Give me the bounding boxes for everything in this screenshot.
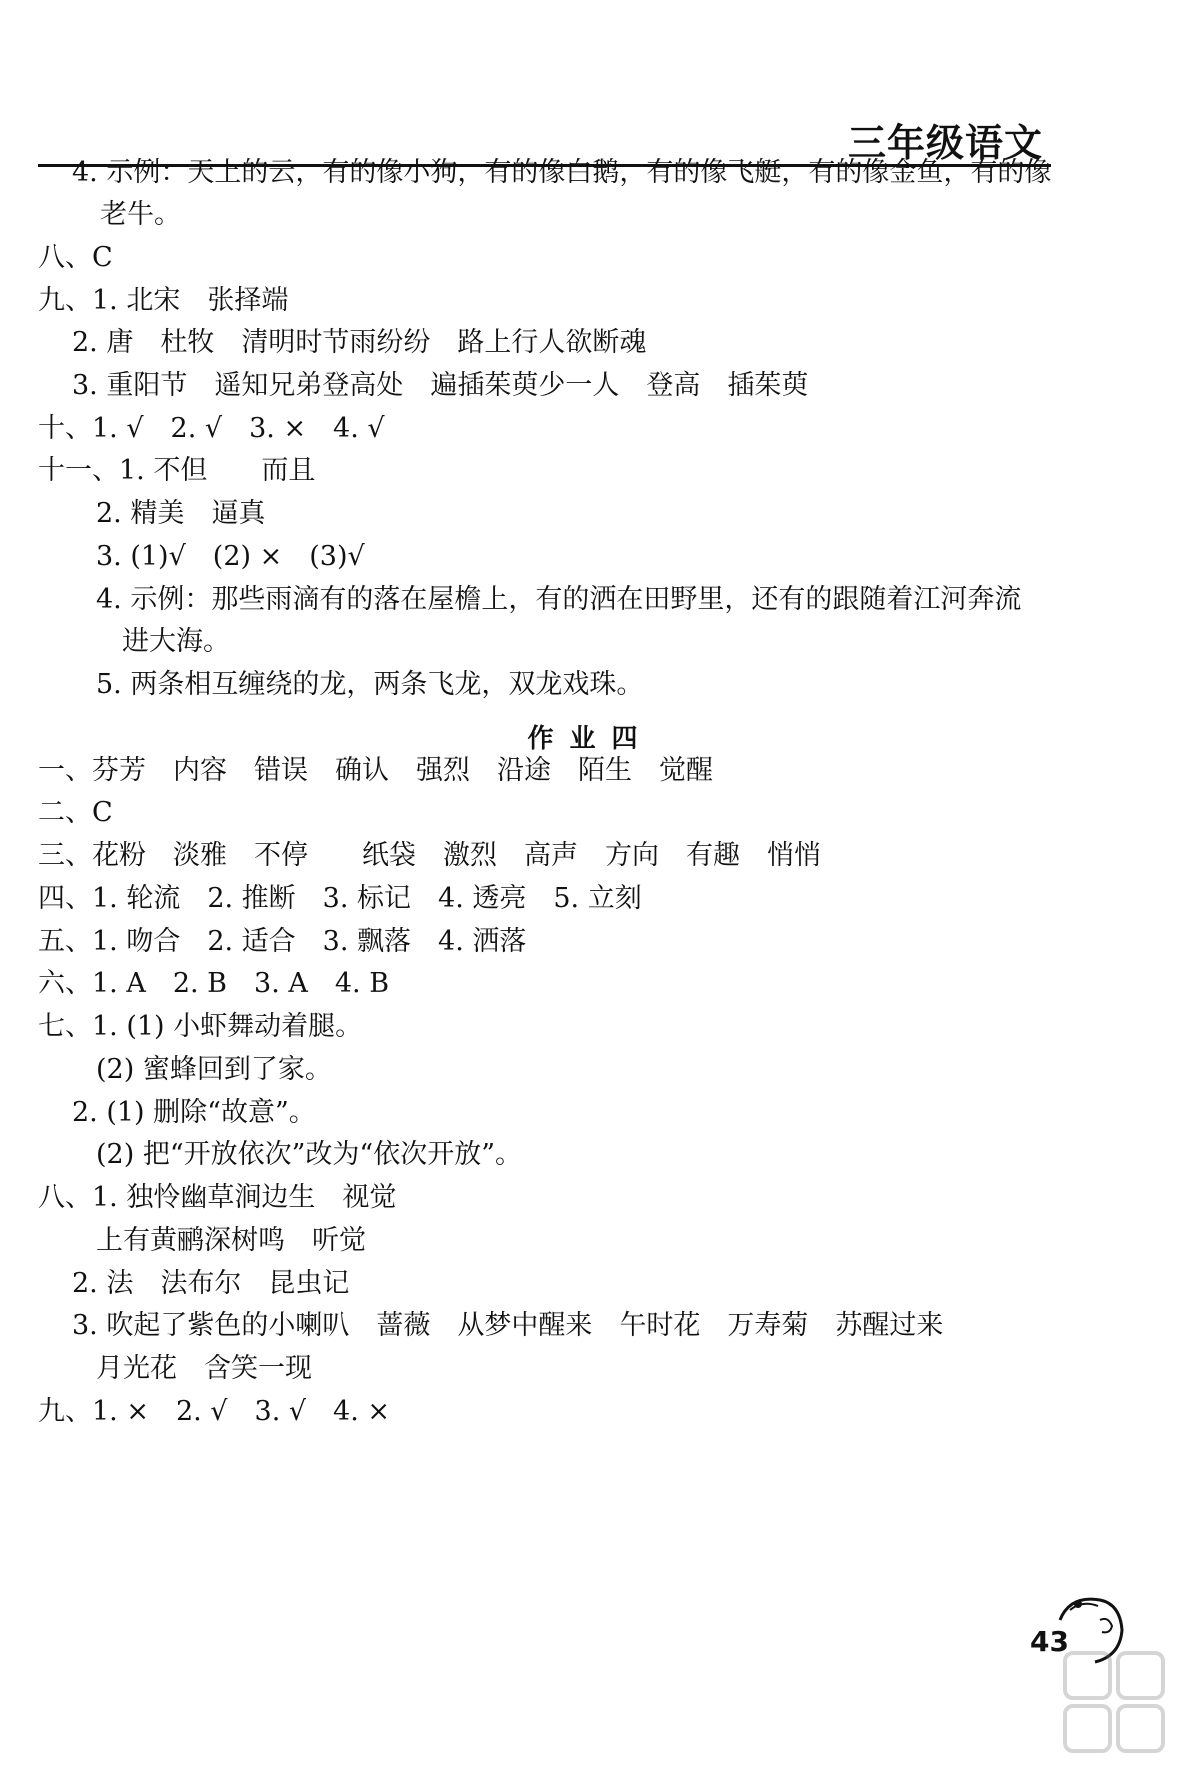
answer-line: 九、1. × 2. √ 3. √ 4. × xyxy=(38,1396,391,1427)
answer-line: 十一、1. 不但 而且 xyxy=(38,455,316,486)
answer-line: (2) 蜜蜂回到了家。 xyxy=(96,1054,332,1085)
watermark-logo-icon xyxy=(1060,1648,1170,1768)
answer-line: 八、C xyxy=(38,242,113,273)
answer-line: 5. 两条相互缠绕的龙，两条飞龙，双龙戏珠。 xyxy=(96,669,644,700)
answer-line: 七、1. (1) 小虾舞动着腿。 xyxy=(38,1011,363,1042)
page-header-title: 三年级语文 xyxy=(847,121,1043,165)
answer-line: 二、C xyxy=(38,797,113,828)
answer-line: 3. (1)√ (2) × (3)√ xyxy=(96,541,365,572)
answer-line: 十、1. √ 2. √ 3. × 4. √ xyxy=(38,413,385,444)
answer-line: 2. 法 法布尔 昆虫记 xyxy=(72,1268,350,1299)
answer-line: 4. 示例：那些雨滴有的落在屋檐上，有的洒在田野里，还有的跟随着江河奔流 xyxy=(96,584,1022,615)
answer-line: 3. 重阳节 遥知兄弟登高处 遍插茱萸少一人 登高 插茱萸 xyxy=(72,370,809,401)
page-number: 43 xyxy=(1030,1625,1069,1658)
answer-line: 上有黄鹂深树鸣 听觉 xyxy=(96,1225,366,1256)
answer-line: 2. 精美 逼真 xyxy=(96,498,266,529)
answer-line: 月光花 含笑一现 xyxy=(96,1353,312,1384)
answer-line: 老牛。 xyxy=(100,199,181,230)
answer-line: 五、1. 吻合 2. 适合 3. 飘落 4. 洒落 xyxy=(38,926,527,957)
answer-line: 2. (1) 删除“故意”。 xyxy=(72,1097,316,1128)
answer-line: (2) 把“开放依次”改为“依次开放”。 xyxy=(96,1139,523,1170)
answer-line: 九、1. 北宋 张择端 xyxy=(38,285,289,316)
answer-line: 一、芬芳 内容 错误 确认 强烈 沿途 陌生 觉醒 xyxy=(38,755,713,786)
answer-line: 六、1. A 2. B 3. A 4. B xyxy=(38,968,390,999)
section-heading: 作业四 xyxy=(527,724,654,754)
answer-line: 3. 吹起了紫色的小喇叭 蔷薇 从梦中醒来 午时花 万寿菊 苏醒过来 xyxy=(72,1310,944,1341)
answer-line: 三、花粉 淡雅 不停 纸袋 激烈 高声 方向 有趣 悄悄 xyxy=(38,840,821,871)
answer-line: 2. 唐 杜牧 清明时节雨纷纷 路上行人欲断魂 xyxy=(72,327,647,358)
answer-line: 进大海。 xyxy=(122,626,230,657)
answer-line: 八、1. 独怜幽草涧边生 视觉 xyxy=(38,1182,397,1213)
answer-line: 四、1. 轮流 2. 推断 3. 标记 4. 透亮 5. 立刻 xyxy=(38,883,642,914)
answer-line: 4. 示例：天上的云，有的像小狗，有的像白鹅，有的像飞艇，有的像金鱼，有的像 xyxy=(72,157,1052,188)
